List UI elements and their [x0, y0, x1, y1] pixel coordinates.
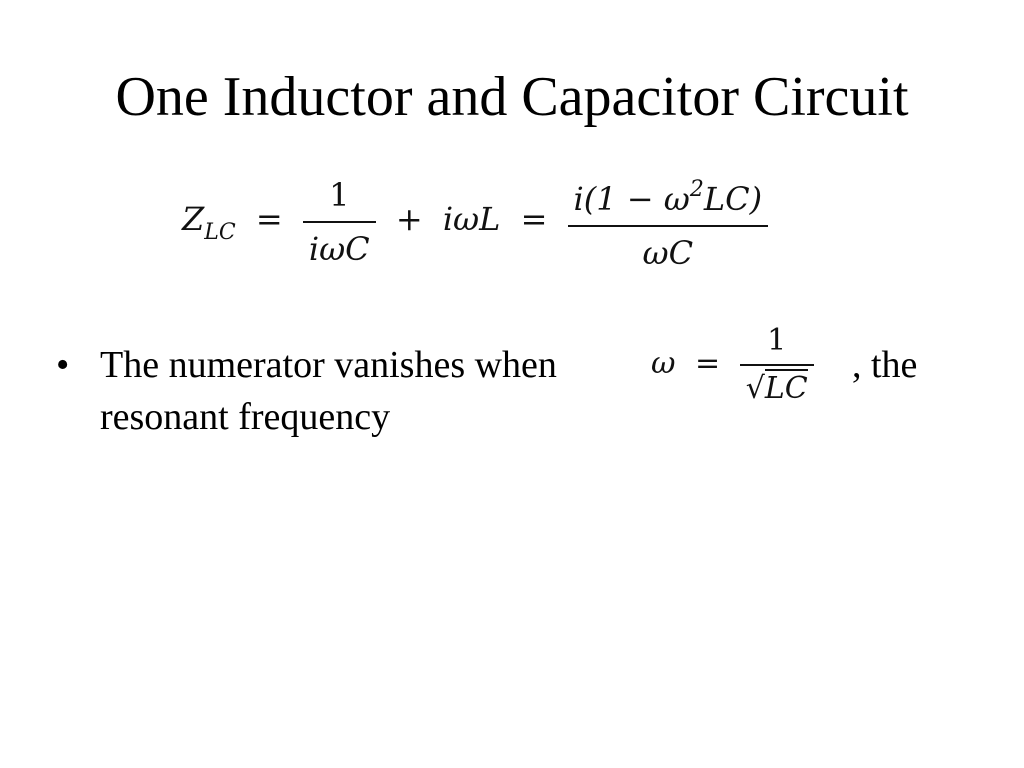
combined-denominator: ωC [642, 234, 694, 272]
numerator-pre: i(1 − ω [573, 180, 690, 218]
equals-sign-2: = [520, 200, 548, 238]
impedance-symbol: Z [182, 200, 205, 238]
resonance-equals: = [695, 346, 721, 381]
bullet-text-before: The numerator vanishes when [100, 344, 557, 386]
resonance-denominator [740, 366, 814, 408]
fraction-numerator: 1 [303, 175, 376, 223]
numerator-post: LC) [703, 180, 763, 218]
bullet-text-line2: resonant frequency [100, 396, 391, 438]
impedance-equation [182, 170, 768, 273]
resonance-numerator: 1 [740, 322, 814, 366]
omega-symbol: ω [651, 346, 676, 381]
bullet-text-after: , the [852, 344, 918, 386]
resonance-fraction [740, 322, 814, 408]
plus-sign: + [395, 200, 423, 238]
radicand: LC [764, 371, 808, 406]
sqrt-symbol: √ [745, 371, 765, 406]
inductor-term: iωL [442, 200, 501, 238]
impedance-subscript: LC [204, 220, 236, 245]
bullet-marker: • [56, 344, 70, 386]
fraction-denominator: iωC [308, 229, 370, 268]
equals-sign: = [255, 200, 283, 238]
resonance-equation [651, 322, 814, 408]
slide-title: One Inductor and Capacitor Circuit [115, 66, 909, 128]
fraction-combined [568, 170, 769, 273]
fraction-one-over-iwc [303, 175, 376, 269]
omega-exponent: 2 [689, 177, 704, 202]
combined-numerator [568, 170, 769, 227]
